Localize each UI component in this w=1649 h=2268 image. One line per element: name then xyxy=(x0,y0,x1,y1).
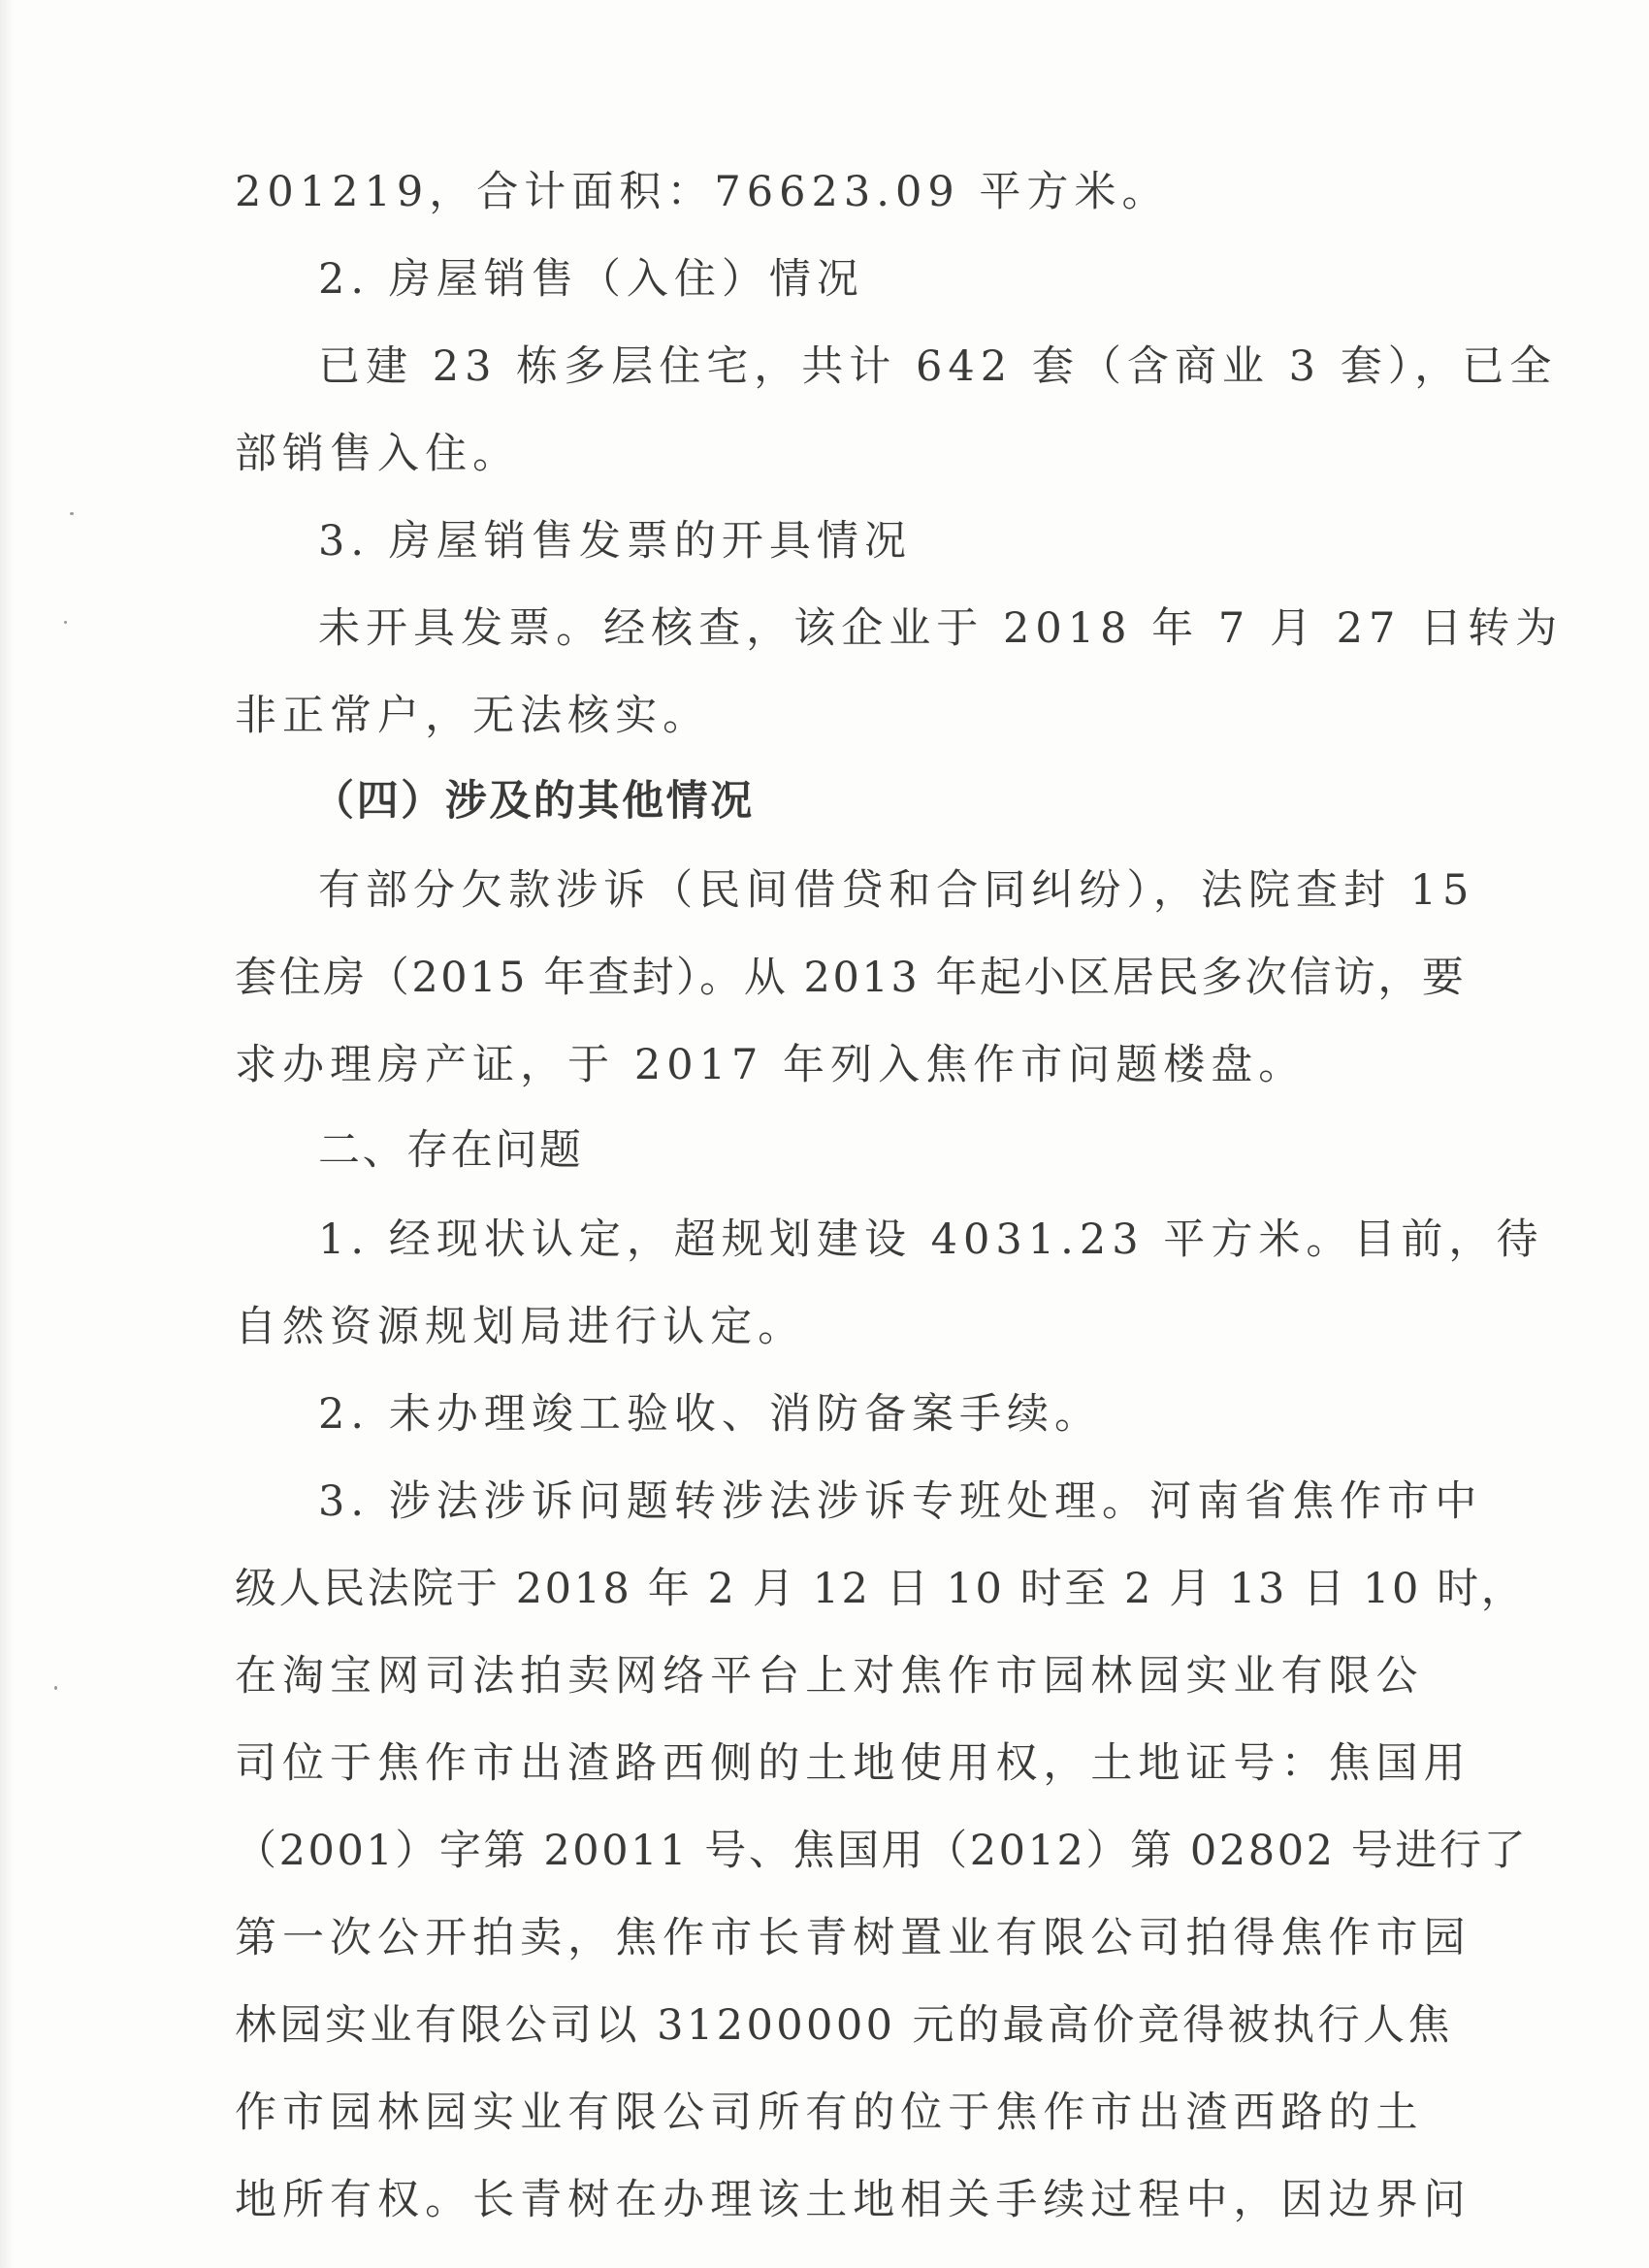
body-line: 在淘宝网司法拍卖网络平台上对焦作市园林园实业有限公 xyxy=(235,1652,1424,1701)
scan-speck xyxy=(64,621,67,624)
body-line: 地所有权。长青树在办理该土地相关手续过程中，因边界问 xyxy=(235,2176,1471,2224)
body-line: 司位于焦作市出渣路西侧的土地使用权，土地证号：焦国用 xyxy=(235,1739,1471,1788)
scan-speck xyxy=(70,512,74,515)
body-line: 未开具发票。经核查，该企业于 2018 年 7 月 27 日转为 xyxy=(318,604,1564,653)
body-line: 有部分欠款涉诉（民间借贷和合同纠纷），法院查封 15 xyxy=(318,866,1475,915)
scan-edge-shadow xyxy=(0,0,14,2268)
body-line: （2001）字第 20011 号、焦国用（2012）第 02802 号进行了 xyxy=(235,1827,1529,1875)
scan-speck xyxy=(54,1686,57,1690)
body-line: 林园实业有限公司以 31200000 元的最高价竞得被执行人焦 xyxy=(235,2001,1453,2050)
body-line: 求办理房产证，于 2017 年列入焦作市问题楼盘。 xyxy=(235,1041,1307,1089)
body-line: 第一次公开拍卖，焦作市长青树置业有限公司拍得焦作市园 xyxy=(235,1914,1471,1962)
list-item-heading: 3. 房屋销售发票的开具情况 xyxy=(318,517,912,566)
body-line: 自然资源规划局进行认定。 xyxy=(235,1303,806,1351)
body-line: 1. 经现状认定，超规划建设 4031.23 平方米。目前，待 xyxy=(318,1215,1544,1264)
list-item: 2. 未办理竣工验收、消防备案手续。 xyxy=(318,1390,1103,1439)
list-item-heading: 2. 房屋销售（入住）情况 xyxy=(318,255,864,304)
body-line: 非正常户，无法核实。 xyxy=(235,692,711,740)
body-line: 作市园林园实业有限公司所有的位于焦作市出渣西路的土 xyxy=(235,2089,1424,2137)
body-line: 套住房（2015 年查封）。从 2013 年起小区居民多次信访，要 xyxy=(235,954,1467,1002)
chapter-heading: 二、存在问题 xyxy=(318,1126,584,1175)
body-line: 3. 涉法涉诉问题转涉法涉诉专班处理。河南省焦作市中 xyxy=(318,1477,1483,1526)
section-heading: （四）涉及的其他情况 xyxy=(312,777,755,826)
body-line: 部销售入住。 xyxy=(235,430,521,478)
body-line: 已建 23 栋多层住宅，共计 642 套（含商业 3 套），已全 xyxy=(318,342,1558,391)
body-line: 级人民法院于 2018 年 2 月 12 日 10 时至 2 月 13 日 10 时， xyxy=(235,1565,1526,1613)
body-line: 201219，合计面积：76623.09 平方米。 xyxy=(235,168,1170,216)
